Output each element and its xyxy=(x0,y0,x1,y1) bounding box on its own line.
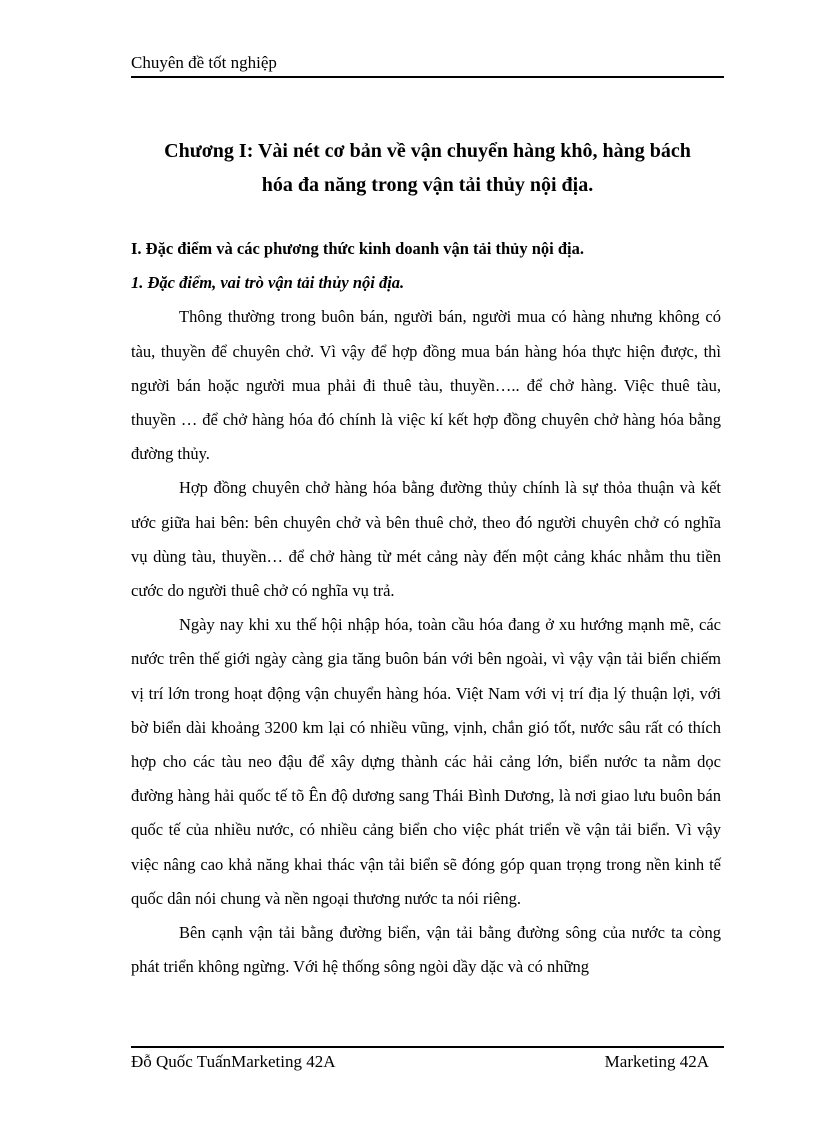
paragraph-2: Hợp đồng chuyên chở hàng hóa bằng đường thủy chính là sự thỏa thuận và kết ước giữa hai bên: bên chuyên chở và bên thuê chở, theo đó người chuyên chở có nghĩa vụ dùng tàu, thuyền… để chở hàng từ mét cảng này đến một cảng khác nhằm thu tiền cước do người thuê chở có nghĩa vụ trả. xyxy=(131,478,721,601)
document-body xyxy=(131,232,721,984)
subsection-heading: 1. Đặc điểm, vai trò vận tải thủy nội địa. xyxy=(131,273,405,293)
paragraph-1: Thông thường trong buôn bán, người bán, người mua có hàng nhưng không có tàu, thuyền để chuyên chở. Vì vậy để hợp đồng mua bán hàng hóa thực hiện được, thì người bán hoặc người mua phải đi thuê tàu, thuyền….. để chở hàng. Việc thuê tàu, thuyền … để chở hàng hóa đó chính là việc kí kết hợp đồng chuyên chở hàng hóa bằng đường thủy. xyxy=(131,307,721,464)
footer-divider xyxy=(131,1046,724,1048)
page-footer xyxy=(131,1051,709,1073)
footer-class: Marketing 42A xyxy=(604,1052,709,1071)
header-divider xyxy=(131,76,724,78)
chapter-title-line-1: Chương I: Vài nét cơ bản về vận chuyển hàng khô, hàng bách xyxy=(164,140,691,162)
chapter-title-line-2: hóa đa năng trong vận tải thủy nội địa. xyxy=(261,174,594,196)
paragraph-4: Bên cạnh vận tải bằng đường biển, vận tải bằng đường sông của nước ta còng phát triển không ngừng. Với hệ thống sông ngòi dầy dặc và có những xyxy=(131,923,721,977)
page-header: Chuyên đề tốt nghiệp xyxy=(131,53,277,72)
footer-author: Đỗ Quốc TuấnMarketing 42A xyxy=(131,1052,336,1071)
chapter-title xyxy=(131,134,724,202)
section-heading: I. Đặc điểm và các phương thức kinh doanh vận tải thủy nội địa. xyxy=(131,239,584,258)
paragraph-3: Ngày nay khi xu thế hội nhập hóa, toàn cầu hóa đang ở xu hướng mạnh mẽ, các nước trên thế giới ngày càng gia tăng buôn bán với bên ngoài, vì vậy vận tải biển chiếm vị trí lớn trong hoạt động vận chuyển hàng hóa. Việt Nam với vị trí địa lý thuận lợi, với bờ biển dài khoảng 3200 km lại có nhiều vũng, vịnh, chắn gió tốt, nước sâu rất có thích hợp cho các tàu neo đậu để xây dựng thành các hải cảng lớn, biển nước ta nằm dọc đường hàng hải quốc tế tõ Ên độ dương sang Thái Bình Dương, là nơi giao lưu buôn bán quốc tế của nhiều nước, có nhiều cảng biển cho việc phát triển về vận tải biển. Vì vậy việc nâng cao khả năng khai thác vận tải biển sẽ đóng góp quan trọng trong nền kinh tế quốc dân nói chung và nền ngoại thương nước ta nói riêng. xyxy=(131,615,721,908)
